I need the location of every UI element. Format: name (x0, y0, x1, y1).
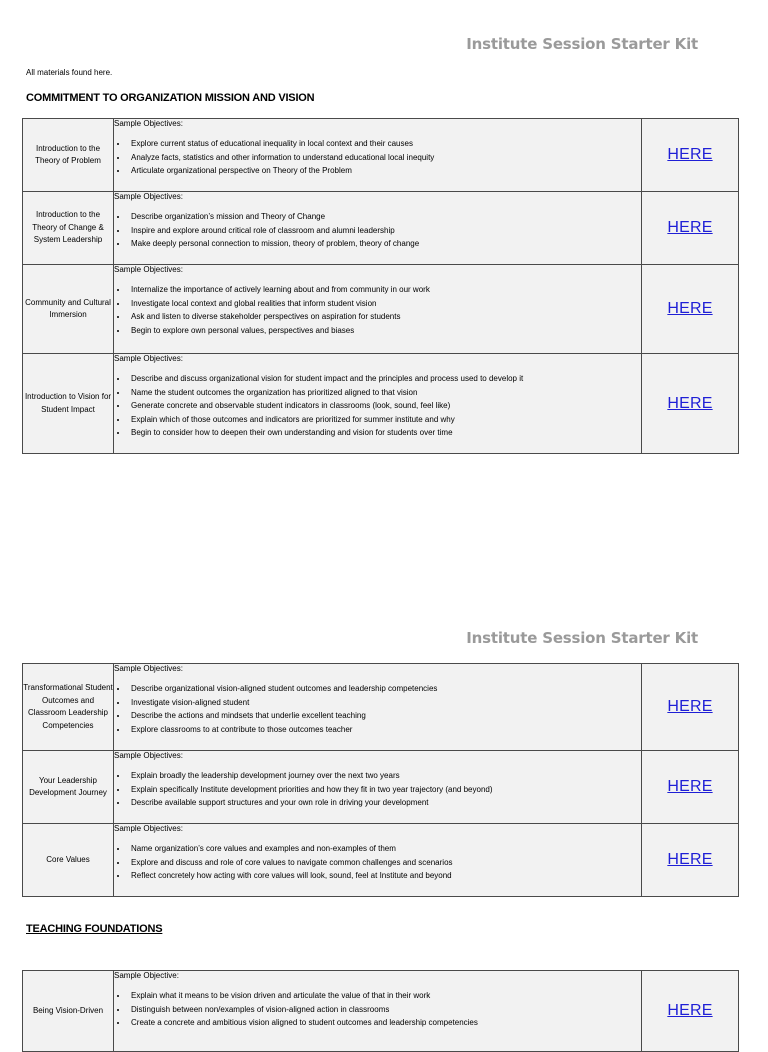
session-name: Introduction to Vision for Student Impact (23, 354, 114, 454)
session-objectives (114, 751, 642, 824)
session-row (23, 192, 739, 265)
session-name: Being Vision-Driven (23, 971, 114, 1052)
objective-item: • Name the student outcomes the organization has prioritized aligned to that vision (128, 386, 641, 400)
objective-item: • Internalize the importance of actively learning about and from community in our work (128, 283, 641, 297)
objective-item: • Explain what it means to be vision driven and articulate the value of that in their work (128, 989, 641, 1003)
here-link[interactable]: HERE (667, 851, 713, 868)
objective-item: • Explore classrooms to at contribute to those outcomes teacher (128, 723, 641, 737)
session-objectives (114, 971, 642, 1052)
objectives-label: Sample Objectives: (114, 824, 183, 833)
here-link[interactable]: HERE (667, 1002, 713, 1019)
objectives-list (114, 372, 641, 440)
objectives-label: Sample Objectives: (114, 192, 183, 201)
session-name: Core Values (23, 824, 114, 897)
materials-note: All materials found here. (26, 68, 113, 77)
objective-item: • Reflect concretely how acting with core values will look, sound, feel at Institute and beyond (128, 869, 641, 883)
objectives-label: Sample Objective: (114, 971, 179, 980)
objective-item: • Investigate local context and global realities that inform student vision (128, 297, 641, 311)
link-cell (642, 265, 739, 354)
session-objectives (114, 824, 642, 897)
objective-item: • Explain which of those outcomes and indicators are prioritized for summer institute and why (128, 413, 641, 427)
objective-item: • Articulate organizational perspective on Theory of the Problem (128, 164, 641, 178)
session-name: Introduction to the Theory of Problem (23, 119, 114, 192)
here-link[interactable]: HERE (667, 698, 713, 715)
objectives-list (114, 842, 641, 883)
objective-item: • Explore and discuss and role of core values to navigate common challenges and scenarios (128, 856, 641, 870)
session-name: Community and Cultural Immersion (23, 265, 114, 354)
objectives-label: Sample Objectives: (114, 664, 183, 673)
session-name: Your Leadership Development Journey (23, 751, 114, 824)
sessions-table-commitment (22, 118, 739, 454)
here-link[interactable]: HERE (667, 219, 713, 236)
here-link[interactable]: HERE (667, 300, 713, 317)
objective-item: • Generate concrete and observable student indicators in classrooms (look, sound, feel like) (128, 399, 641, 413)
session-row (23, 664, 739, 751)
link-cell (642, 664, 739, 751)
session-row (23, 265, 739, 354)
objective-item: • Describe available support structures and your own role in driving your development (128, 796, 641, 810)
session-objectives (114, 192, 642, 265)
objective-item: • Describe organizational vision-aligned student outcomes and leadership competencies (128, 682, 641, 696)
session-row (23, 971, 739, 1052)
link-cell (642, 192, 739, 265)
objective-item: • Investigate vision-aligned student (128, 696, 641, 710)
here-link[interactable]: HERE (667, 394, 713, 412)
objectives-label: Sample Objectives: (114, 751, 183, 760)
session-objectives (114, 119, 642, 192)
objective-item: • Begin to consider how to deepen their own understanding and vision for students over time (128, 426, 641, 440)
objectives-label: Sample Objectives: (114, 354, 183, 363)
objectives-label: Sample Objectives: (114, 119, 183, 128)
link-cell (642, 119, 739, 192)
session-objectives (114, 354, 642, 454)
objective-item: • Explain specifically Institute development priorities and how they fit in two year trajectory (and beyond) (128, 783, 641, 797)
objectives-list (114, 137, 641, 178)
session-objectives (114, 664, 642, 751)
starter-kit-header: Institute Session Starter Kit (466, 629, 698, 647)
objective-item: • Create a concrete and ambitious vision aligned to student outcomes and leadership competencies (128, 1016, 641, 1030)
link-cell (642, 971, 739, 1052)
objective-item: • Inspire and explore around critical role of classroom and alumni leadership (128, 224, 641, 238)
objective-item: • Make deeply personal connection to mission, theory of problem, theory of change (128, 237, 641, 251)
objective-item: • Distinguish between non/examples of vision-aligned action in classrooms (128, 1003, 641, 1017)
objective-item: • Analyze facts, statistics and other information to understand educational local inequity (128, 151, 641, 165)
session-row (23, 354, 739, 454)
section-title-teaching: TEACHING FOUNDATIONS (26, 923, 163, 935)
section-title-commitment: COMMITMENT TO ORGANIZATION MISSION AND VISION (26, 92, 315, 104)
link-cell (642, 354, 739, 454)
link-cell (642, 751, 739, 824)
objective-item: • Name organization’s core values and examples and non-examples of them (128, 842, 641, 856)
objectives-list (114, 769, 641, 810)
session-row (23, 751, 739, 824)
session-name: Transformational Student Outcomes and Classroom Leadership Competencies (23, 664, 114, 751)
objective-item: • Explain broadly the leadership development journey over the next two years (128, 769, 641, 783)
session-row (23, 119, 739, 192)
session-row (23, 824, 739, 897)
starter-kit-header: Institute Session Starter Kit (466, 35, 698, 53)
objective-item: • Explore current status of educational inequality in local context and their causes (128, 137, 641, 151)
objectives-list (114, 283, 641, 337)
sessions-table-commitment-continued (22, 663, 739, 897)
session-objectives (114, 265, 642, 354)
here-link[interactable]: HERE (667, 146, 713, 163)
objectives-list (114, 210, 641, 251)
link-cell (642, 824, 739, 897)
objective-item: • Begin to explore own personal values, perspectives and biases (128, 324, 641, 338)
objectives-list (114, 682, 641, 736)
objective-item: • Describe organization’s mission and Theory of Change (128, 210, 641, 224)
here-link[interactable]: HERE (667, 778, 713, 795)
sessions-table-teaching (22, 970, 739, 1052)
objective-item: • Describe and discuss organizational vision for student impact and the principles and process used to develop it (128, 372, 641, 386)
session-name: Introduction to the Theory of Change & System Leadership (23, 192, 114, 265)
objectives-label: Sample Objectives: (114, 265, 183, 274)
objective-item: • Ask and listen to diverse stakeholder perspectives on aspiration for students (128, 310, 641, 324)
objective-item: • Describe the actions and mindsets that underlie excellent teaching (128, 709, 641, 723)
